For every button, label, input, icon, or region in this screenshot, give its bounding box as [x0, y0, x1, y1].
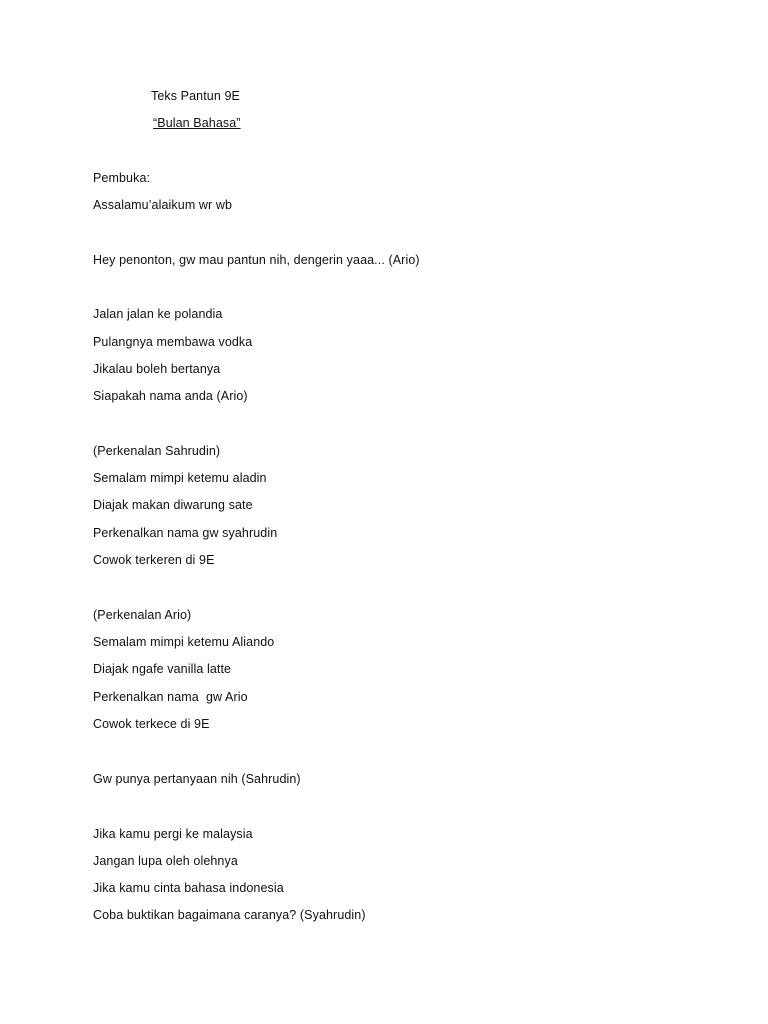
pantun-line: Jangan lupa oleh olehnya — [93, 854, 238, 868]
pantun-line: Jikalau boleh bertanya — [93, 362, 221, 376]
pantun-line: Jika kamu pergi ke malaysia — [93, 827, 253, 841]
pantun-line: Jalan jalan ke polandia — [93, 307, 223, 321]
pantun-line: Semalam mimpi ketemu aladin — [93, 471, 267, 485]
pantun-line: Siapakah nama anda (Ario) — [93, 389, 248, 403]
pantun-line: Pulangnya membawa vodka — [93, 335, 253, 349]
pantun-line: Jika kamu cinta bahasa indonesia — [93, 881, 284, 895]
pantun-line: Coba buktikan bagaimana caranya? (Syahrudin) — [93, 908, 366, 922]
section-heading-opening: Pembuka: — [93, 171, 151, 185]
pantun-line: Semalam mimpi ketemu Aliando — [93, 635, 275, 649]
pantun-line: Perkenalkan nama gw syahrudin — [93, 526, 278, 540]
pantun-line: Perkenalkan nama gw Ario — [93, 690, 248, 704]
text-line: Gw punya pertanyaan nih (Sahrudin) — [93, 772, 301, 786]
pantun-line: Diajak ngafe vanilla latte — [93, 662, 232, 676]
document-title: Teks Pantun 9E — [151, 89, 240, 103]
text-line: Hey penonton, gw mau pantun nih, dengerin yaaa... (Ario) — [93, 253, 420, 267]
document-subtitle: “Bulan Bahasa” — [153, 116, 241, 130]
section-heading: (Perkenalan Ario) — [93, 608, 192, 622]
text-line: Assalamu’alaikum wr wb — [93, 198, 233, 212]
pantun-line: Cowok terkece di 9E — [93, 717, 210, 731]
pantun-line: Diajak makan diwarung sate — [93, 498, 253, 512]
section-heading: (Perkenalan Sahrudin) — [93, 444, 221, 458]
pantun-line: Cowok terkeren di 9E — [93, 553, 215, 567]
